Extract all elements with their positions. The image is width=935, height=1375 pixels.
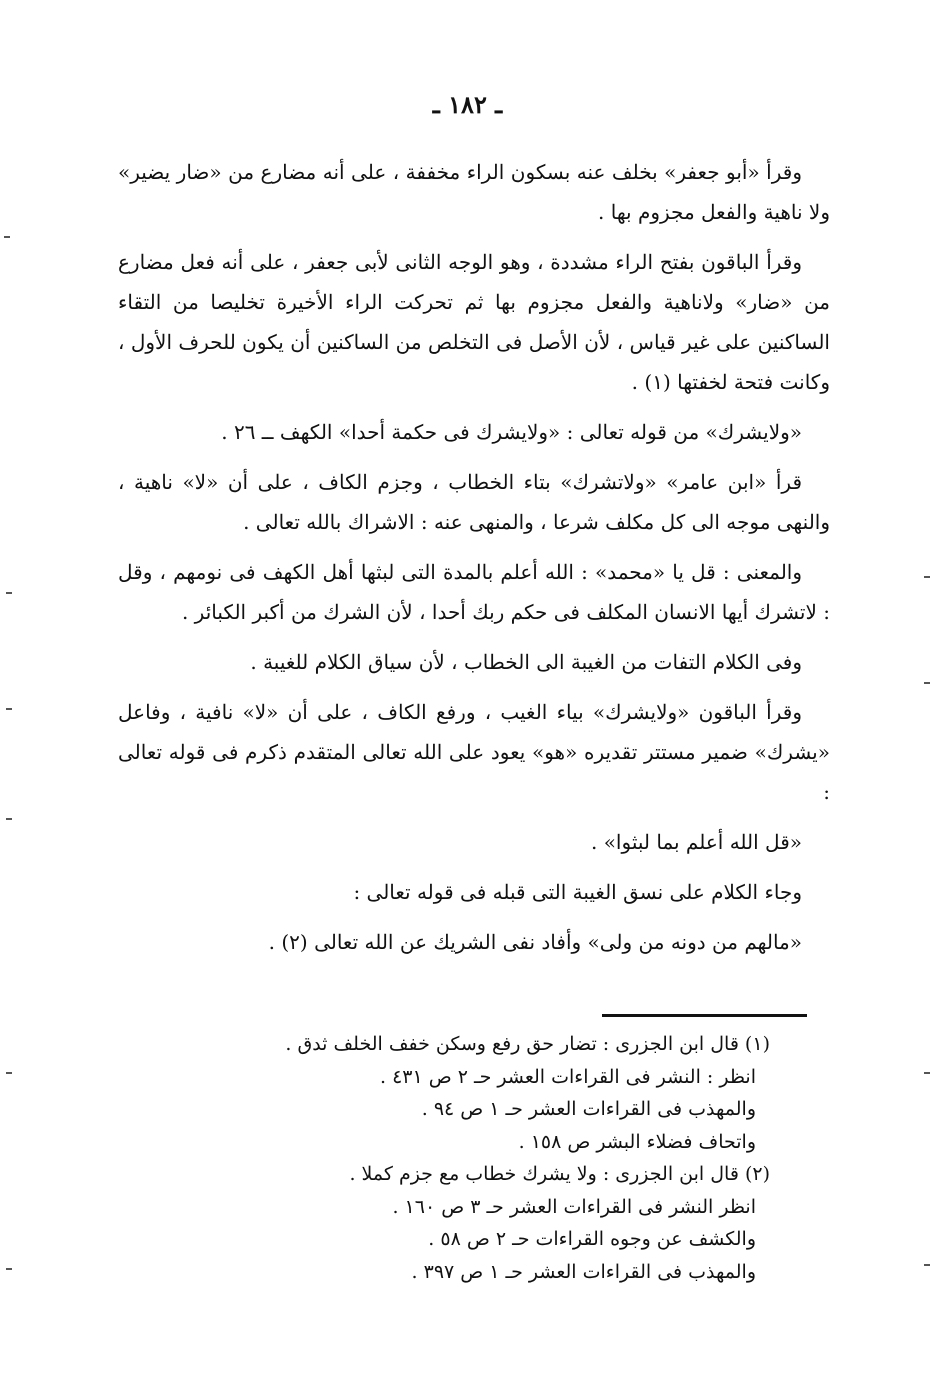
main-text — [118, 152, 830, 972]
scan-speck — [6, 592, 12, 594]
footnotes — [150, 1028, 770, 1288]
scan-speck — [6, 1268, 12, 1270]
scan-speck — [924, 1264, 930, 1266]
footnote-line: (١) قال ابن الجزرى : تضار حق رفع وسكن خفف الخلف ثدق . — [285, 1033, 770, 1055]
scan-speck — [924, 576, 930, 578]
scan-speck — [6, 708, 12, 710]
paragraph: وقرأ الباقون «ولايشرك» بياء الغيب ، ورفع الكاف ، على أن «لا» نافية ، وفاعل «يشرك» ضمير مستتر تقديره «هو» يعود على الله تعالى المتقدم ذكرم فى قوله تعالى : — [118, 700, 830, 804]
scan-speck — [6, 818, 12, 820]
footnote-line: انظر : النشر فى القراءات العشر حـ ٢ ص ٤٣١ . — [380, 1065, 756, 1088]
quote-paragraph: «قل الله أعلم بما لبثوا» . — [590, 830, 802, 854]
footnote-line: والكشف عن وجوه القراءات حـ ٢ ص ٥٨ . — [428, 1228, 756, 1250]
paragraph: وفى الكلام التفات من الغيبة الى الخطاب ، لأن سياق الكلام للغيبة . — [250, 650, 802, 674]
scan-speck — [4, 236, 10, 238]
paragraph: قرأ «ابن عامر» «ولاتشرك» بتاء الخطاب ، وجزم الكاف ، على أن «لا» ناهية ، والنهى موجه الى كل مكلف شرعا ، والمنهى عنه : الاشراك بالله تعالى . — [118, 470, 830, 534]
paragraph: والمعنى : قل يا «محمد» : الله أعلم بالمدة التى لبثها أهل الكهف فى نومهم ، وقل : لاتشرك أيها الانسان المكلف فى حكم ربك أحدا ، لأن الشرك من أكبر الكبائر . — [118, 560, 830, 624]
footnote-divider — [602, 1014, 807, 1017]
paragraph: وقرأ «أبو جعفر» بخلف عنه بسكون الراء مخففة ، على أنه مضارع من «ضار يضير» ولا ناهية والفعل مجزوم بها . — [118, 160, 830, 224]
footnote-line: والمهذب فى القراءات العشر حـ ١ ص ٣٩٧ . — [411, 1260, 756, 1283]
scan-speck — [6, 1072, 12, 1074]
scan-speck — [924, 682, 930, 684]
footnote-line: والمهذب فى القراءات العشر حـ ١ ص ٩٤ . — [421, 1098, 756, 1120]
scan-speck — [924, 1072, 930, 1074]
paragraph: «ولايشرك» من قوله تعالى : «ولايشرك فى حكمة أحدا» الكهف ــ ٢٦ . — [221, 420, 802, 444]
footnote-line: واتحاف فضلاء البشر ص ١٥٨ . — [518, 1130, 756, 1153]
page-number: ـ ١٨٢ ـ — [432, 90, 503, 119]
footnote-line: (٢) قال ابن الجزرى : ولا يشرك خطاب مع جزم كملا . — [349, 1163, 770, 1185]
quote-paragraph: «مالهم من دونه من ولى» وأفاد نفى الشريك عن الله تعالى (٢) . — [268, 930, 802, 954]
paragraph: وجاء الكلام على نسق الغيبة التى قبله فى قوله تعالى : — [353, 880, 802, 904]
footnote-line: انظر النشر فى القراءات العشر حـ ٣ ص ١٦٠ . — [392, 1195, 756, 1218]
paragraph: وقرأ الباقون بفتح الراء مشددة ، وهو الوجه الثانى لأبى جعفر ، على أنه فعل مضارع من «ضار» ولاناهية والفعل مجزوم بها ثم تحركت الراء الأخيرة تخليصا من التقاء الساكنين على غير قياس ، لأن الأصل فى التخلص من الساكنين أن يكون للحرف الأول ، وكانت فتحة لخفتها (١) . — [118, 250, 830, 394]
